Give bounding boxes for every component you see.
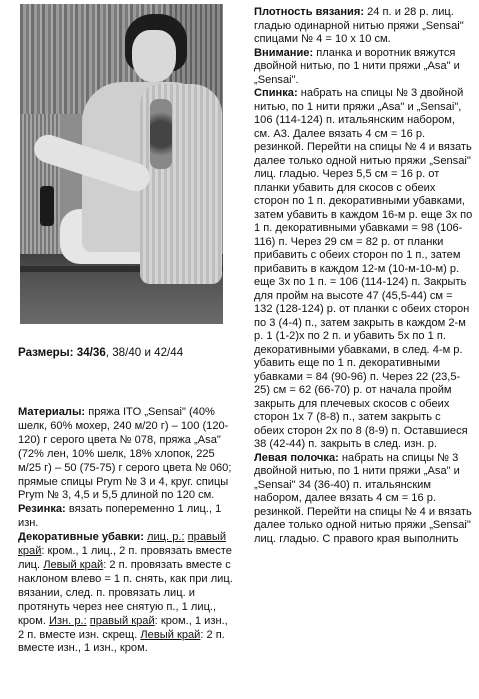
photo-necklace — [150, 99, 172, 169]
left-front-paragraph — [254, 452, 473, 547]
rib-paragraph — [18, 503, 236, 531]
right-column-text — [254, 6, 473, 546]
materials-label: Материалы: — [18, 406, 86, 418]
decrease-purl-right: правый край — [89, 614, 155, 627]
sizes-first: 34/36 — [76, 346, 106, 359]
left-column-text — [18, 406, 236, 656]
sizes-rest: , 38/40 и 42/44 — [105, 346, 184, 359]
back-label: Спинка: — [254, 87, 298, 99]
decrease-paragraph — [18, 531, 236, 656]
gauge-label: Плотность вязания: — [254, 6, 365, 18]
left-front-label: Левая полочка: — [254, 451, 339, 464]
attention-paragraph — [254, 47, 473, 88]
materials-paragraph — [18, 406, 236, 503]
decrease-knit-label: лиц. р.: — [147, 531, 185, 544]
back-text: набрать на спицы № 3 двойной нитью, по 1 нити пряжи „Asa" и „Sensai", 106 (114-124) п. итальянским набором, см. А3. Далее вязать 4 см = 16 р. резинкой. Перейти на спицы № 4 и вязать далее только одной нитью пряжи „Sensai" лиц. гладью. Через 5,5 см = 16 р. от планки убавить для скосов с обеих сторон по 1 п. декоративными убавками, затем убавить в каждом 16-м р. еще 3х по 1 п. декоративными убавками = 98 (106-116) п. Через 29 см = 82 р. от планки прибавить с обеих сторон по 1 п., затем прибавить в каждом 12-м (10-м-10-м) р. еще 3х по 1 п. = 106 (114-124) п. Закрыть для пройм на высоте 47 (45,5-44) см = 132 (128-124) р. от планки с обеих сторон по 3 (4-4) п., затем закрыть в каждом 2-м р. 1 (1-2)х по 2 п. и убавить 5х по 1 п. декоративными убавками, в след. 4-м р. убавить еще по 1 п. декоративными убавками = 84 (90-96) п. Через 22 (23,5-25) см = 62 (66-70) р. от начала пройм закрыть для плечевых скосов с обеих сторон 1х 7 (8-8) п., затем закрыть с обеих сторон 2х по 8 (8-9) п. Оставшиеся 38 (42-44) п. закрыть в след. изн. р. — [254, 87, 473, 450]
gauge-text: 24 п. и 28 р. лиц. гладью одинарной нитью пряжи „Sensai" спицами № 4 = 10 х 10 см. — [254, 6, 464, 45]
sizes-line — [18, 346, 233, 360]
materials-text: пряжа ITO „Sensai" (40% шелк, 60% мохер, 240 м/20 г) – 100 (120-120) г серого цвета № 078, пряжа „Asa" (72% лен, 10% шелк, 18% хлопок, 225 м/25 г) – 50 (75-75) г серого цвета № 060; прямые спицы Prym № 3 и 4, круг. спицы Prym № 3, 4,5 и 5,5 длиной по 120 см. — [18, 406, 232, 502]
sizes-label: Размеры: — [18, 346, 74, 359]
decrease-text-2: : 2 п. провязать вместе с наклоном влево = 1 п. снять, как при лиц. вязании, след. п. провязать лиц. и протянуть через нее снятую п., 1 лиц., кром. — [18, 558, 233, 627]
attention-text: планка и воротник вяжутся двойной нитью, по 1 нити пряжи „Asa" и „Sensai". — [254, 46, 460, 86]
rib-text: вязать попеременно 1 лиц., 1 изн. — [18, 503, 222, 530]
rib-label: Резинка: — [18, 503, 66, 516]
decrease-text-3: : кром., 1 изн., 2 п. вместе изн. скрещ. — [18, 614, 228, 641]
decrease-purl-label: Изн. р.: — [49, 614, 87, 627]
decrease-right-edge: правый край — [18, 531, 227, 558]
photo-bottle — [40, 186, 54, 226]
decrease-text-4: : 2 п. вместе изн., 1 изн., кром. — [18, 628, 225, 655]
photo-model-face — [132, 30, 176, 82]
back-paragraph — [254, 87, 473, 452]
left-front-text: набрать на спицы № 3 двойной нитью, по 1 нити пряжи „Asa" и „Sensai" 34 (36-40) п. итальянским набором, далее вязать 4 см = 16 р. резинкой. Перейти на спицы № 4 и вязать далее только одной нитью пряжи „Sensai" лиц. гладью. С правого края выполнить — [254, 451, 472, 545]
model-photo — [20, 4, 223, 324]
gauge-paragraph — [254, 6, 473, 47]
attention-label: Внимание: — [254, 46, 314, 59]
decrease-purl-left: Левый край — [140, 628, 201, 641]
decrease-label: Декоративные убавки: — [18, 531, 144, 544]
decrease-left-edge: Левый край — [43, 558, 104, 571]
decrease-text-1: : кром., 1 лиц., 2 п. провязать вместе лиц. — [18, 545, 232, 571]
